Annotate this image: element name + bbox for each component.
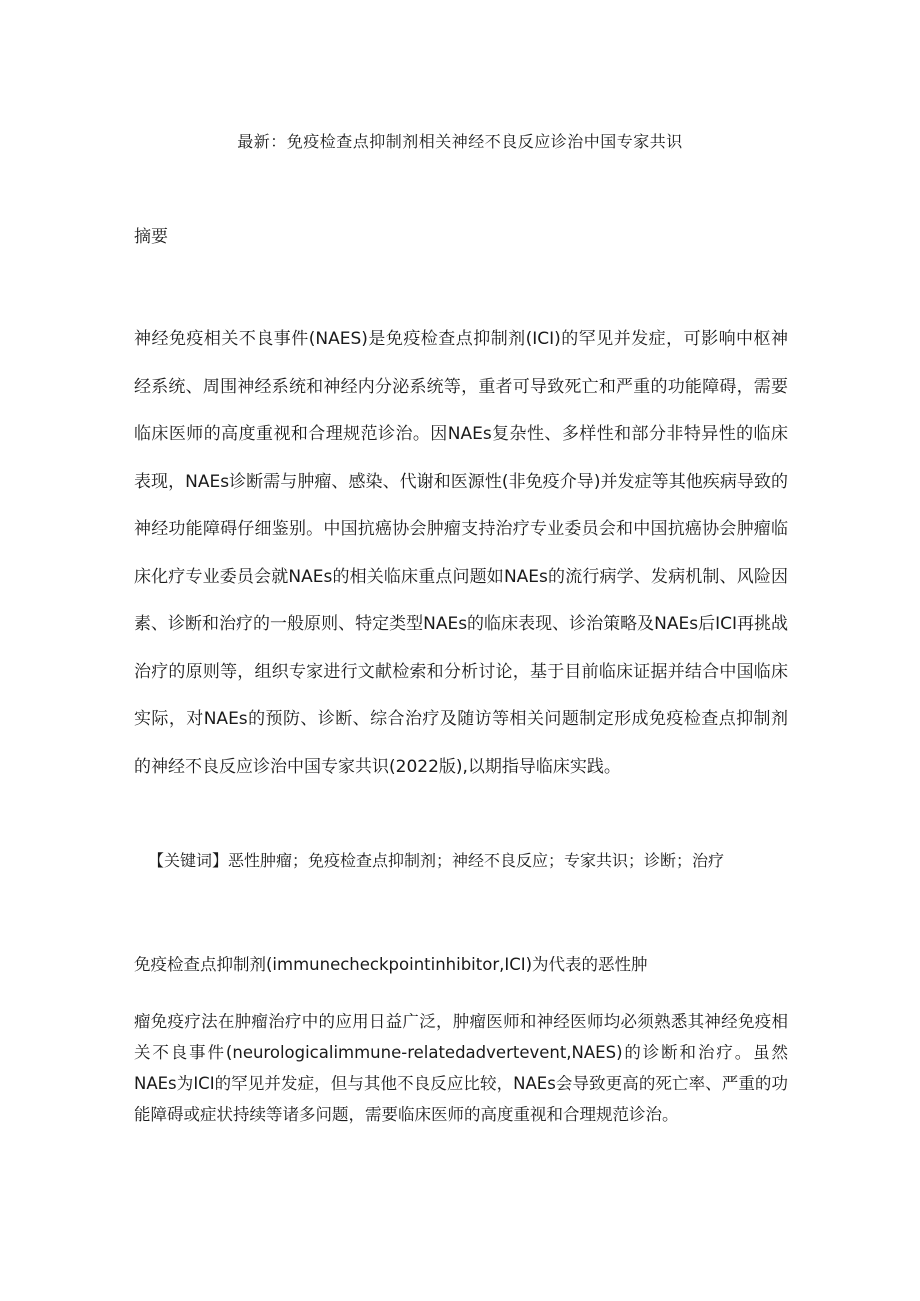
abstract-paragraph: 神经免疫相关不良事件(NAES)是免疫检查点抑制剂(ICI)的罕见并发症，可影响中枢神经系统、周围神经系统和神经内分泌系统等，重者可导致死亡和严重的功能障碍，需要临床医师的高度重视和合理规范诊治。因NAEs复杂性、多样性和部分非特异性的临床表现，NAEs诊断需与肿瘤、感染、代谢和医源性(非免疫介导)并发症等其他疾病导致的神经功能障碍仔细鉴别。中国抗癌协会肿瘤支持治疗专业委员会和中国抗癌协会肿瘤临床化疗专业委员会就NAEs的相关临床重点问题如NAEs的流行病学、发病机制、风险因素、诊断和治疗的一般原则、特定类型NAEs的临床表现、诊治策略及NAEs后ICI再挑战治疗的原则等，组织专家进行文献检索和分析讨论，基于目前临床证据并结合中国临床实际，对NAEs的预防、诊断、综合治疗及随访等相关问题制定形成免疫检查点抑制剂的神经不良反应诊治中国专家共识(2022版),以期指导临床实践。 — [134, 329, 788, 777]
document-title: 最新：免疫检查点抑制剂相关神经不良反应诊治中国专家共识 — [237, 132, 683, 151]
abstract-heading: 摘要 — [134, 227, 168, 247]
keywords-line: 【关键词】恶性肿瘤；免疫检查点抑制剂；神经不良反应；专家共识；诊断；治疗 — [148, 851, 725, 870]
intro-first-line: 免疫检查点抑制剂(immunecheckpointinhibitor,ICI)为代表的恶性肿 — [134, 955, 648, 974]
intro-paragraph: 瘤免疫疗法在肿瘤治疗中的应用日益广泛，肿瘤医师和神经医师均必须熟悉其神经免疫相关不良事件(neurologicalimmune-relatedadvertevent,NAES)的诊断和治疗。虽然NAEs为ICI的罕见并发症，但与其他不良反应比较，NAEs会导致更高的死亡率、严重的功能障碍或症状持续等诸多问题，需要临床医师的高度重视和合理规范诊治。 — [134, 1012, 788, 1124]
